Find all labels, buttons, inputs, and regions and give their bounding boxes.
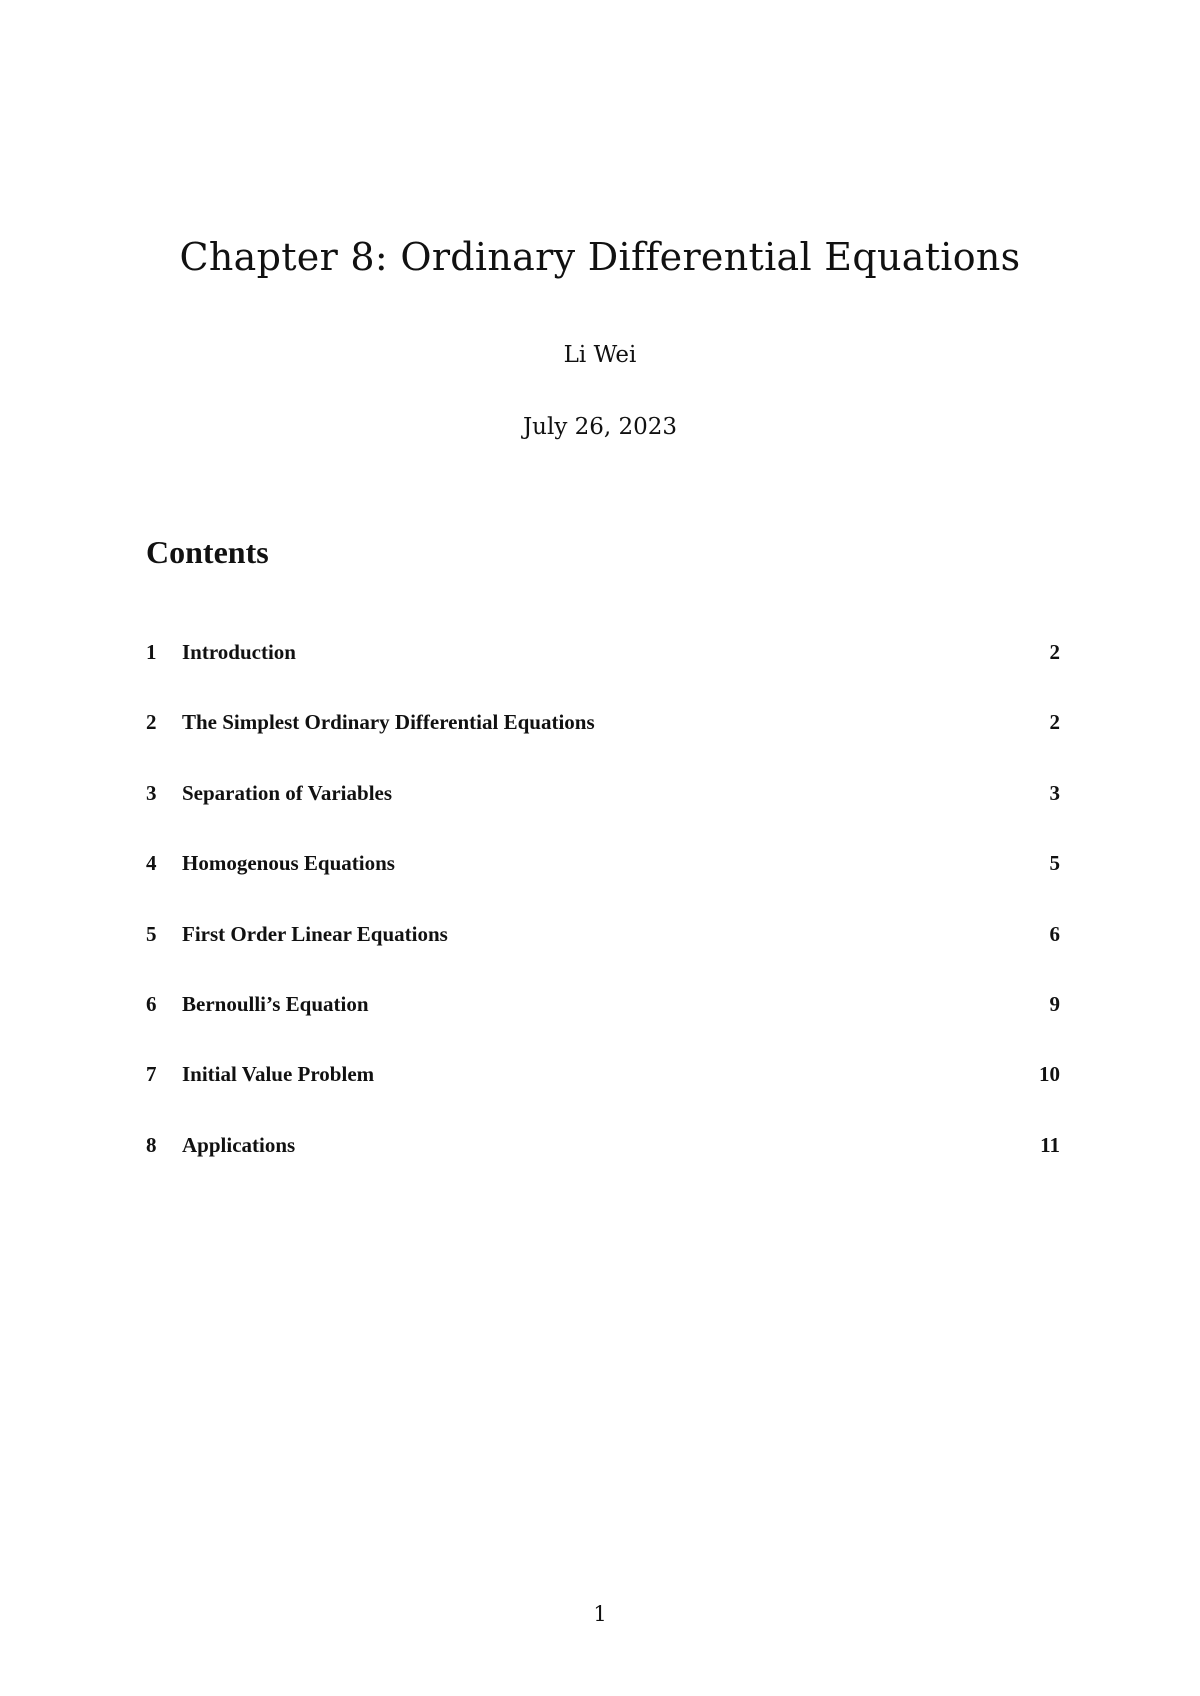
toc-entry-bernoulli[interactable] xyxy=(146,992,1060,1062)
toc-entry-number: 8 xyxy=(146,1132,157,1157)
toc-entry-page: 9 xyxy=(1049,991,1060,1016)
toc-entry-number: 4 xyxy=(146,851,157,876)
toc-entry-page: 6 xyxy=(1049,921,1060,946)
document-date: July 26, 2023 xyxy=(522,414,678,440)
toc-entry-label: Applications xyxy=(182,1132,296,1157)
toc-entry-initial-value-problem[interactable] xyxy=(146,1062,1060,1132)
toc-entry-simplest-odes[interactable] xyxy=(146,710,1060,780)
toc-entry-introduction[interactable] xyxy=(146,640,1060,710)
document-author: Li Wei xyxy=(563,342,637,368)
contents-heading: Contents xyxy=(146,534,269,570)
toc-entry-first-order-linear[interactable] xyxy=(146,922,1060,992)
table-of-contents xyxy=(146,640,1060,1203)
toc-entry-page: 5 xyxy=(1049,851,1060,876)
toc-entry-label: Homogenous Equations xyxy=(182,851,395,876)
toc-entry-label: First Order Linear Equations xyxy=(182,921,448,946)
toc-entry-separation-of-variables[interactable] xyxy=(146,781,1060,851)
toc-entry-number: 3 xyxy=(146,780,157,805)
toc-entry-label: Bernoulli’s Equation xyxy=(182,991,369,1016)
toc-entry-number: 1 xyxy=(146,640,157,664)
toc-entry-number: 7 xyxy=(146,1062,157,1087)
toc-entry-page: 10 xyxy=(1039,1062,1060,1087)
toc-entry-applications[interactable] xyxy=(146,1133,1060,1203)
toc-entry-label: The Simplest Ordinary Differential Equations xyxy=(182,710,595,735)
toc-entry-page: 11 xyxy=(1040,1132,1060,1157)
document-title: Chapter 8: Ordinary Differential Equations xyxy=(179,235,1021,279)
toc-entry-number: 5 xyxy=(146,921,157,946)
toc-entry-page: 3 xyxy=(1049,780,1060,805)
page-number: 1 xyxy=(593,1602,607,1626)
toc-entry-number: 2 xyxy=(146,710,157,735)
toc-entry-homogenous-equations[interactable] xyxy=(146,851,1060,921)
toc-entry-number: 6 xyxy=(146,991,157,1016)
toc-entry-label: Introduction xyxy=(182,640,296,664)
toc-entry-page: 2 xyxy=(1049,640,1060,664)
toc-entry-page: 2 xyxy=(1049,710,1060,735)
toc-entry-label: Separation of Variables xyxy=(182,780,393,805)
toc-entry-label: Initial Value Problem xyxy=(182,1062,375,1087)
